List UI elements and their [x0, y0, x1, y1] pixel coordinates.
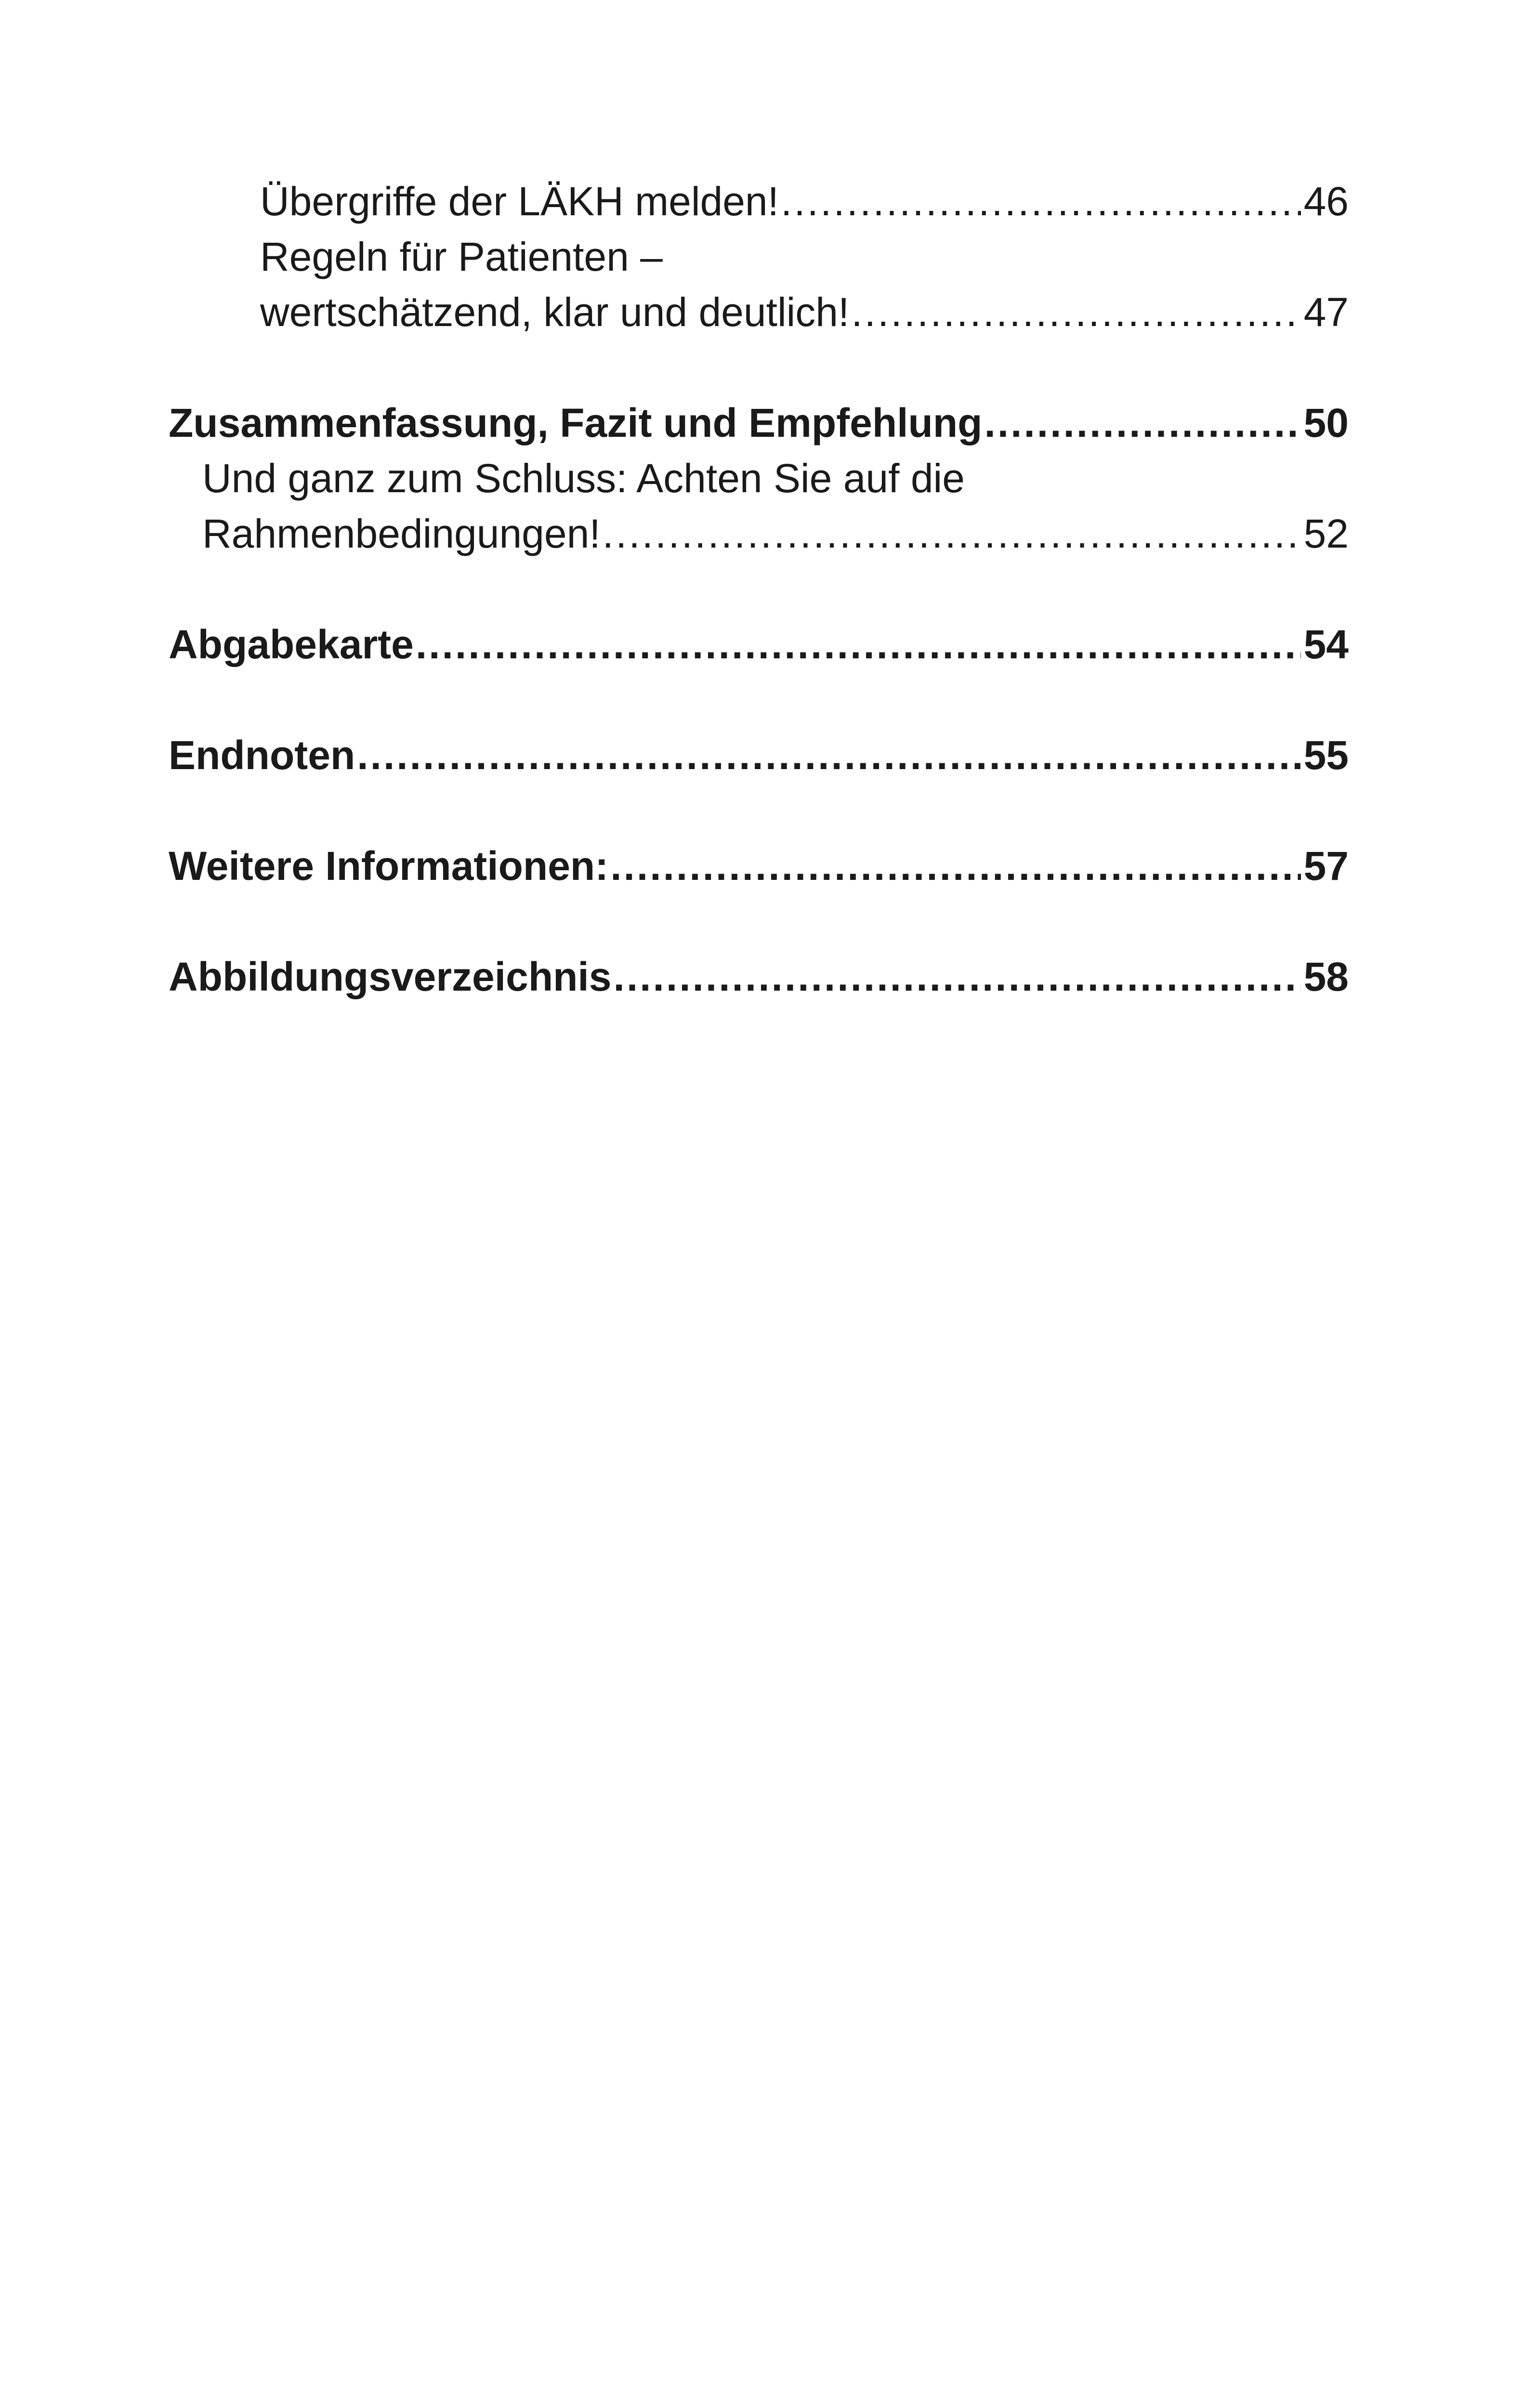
toc-page-number: 55 — [1303, 733, 1349, 778]
toc-entry-title: Zusammenfassung, Fazit und Empfehlung — [169, 400, 983, 445]
dot-leader — [357, 732, 1300, 779]
toc-page-number: 58 — [1303, 954, 1349, 999]
toc-entry-weitere-informationen[interactable] — [169, 843, 1349, 890]
dot-leader — [610, 843, 1300, 890]
toc-entry-abbildungsverzeichnis[interactable] — [169, 954, 1349, 1000]
toc-entry-uebergriffe[interactable] — [260, 178, 1349, 225]
toc-entry-title: Abbildungsverzeichnis — [169, 954, 612, 999]
dot-leader — [614, 954, 1301, 1000]
toc-page-number: 57 — [1303, 843, 1349, 889]
toc-entry-title: wertschätzend, klar und deutlich! — [260, 289, 850, 335]
dot-leader — [984, 400, 1300, 446]
toc-entry-regeln[interactable] — [260, 289, 1349, 336]
toc-page-number: 54 — [1303, 622, 1349, 667]
toc-entry-title: Übergriffe der LÄKH melden! — [260, 179, 779, 224]
toc-page-number: 47 — [1303, 289, 1349, 335]
toc-entry-zusammenfassung[interactable] — [169, 400, 1349, 446]
dot-leader — [416, 621, 1301, 668]
toc-entry-title: Abgabekarte — [169, 622, 414, 667]
dot-leader — [603, 510, 1301, 557]
dot-leader — [781, 178, 1301, 225]
toc-entry-endnoten[interactable] — [169, 732, 1349, 779]
toc-entry-rahmenbedingungen[interactable] — [202, 510, 1349, 557]
toc-entry-abgabekarte[interactable] — [169, 621, 1349, 668]
toc-entry-title: Rahmenbedingungen! — [202, 511, 601, 556]
toc-entry-title: Endnoten — [169, 733, 355, 778]
toc-entry-line1: Und ganz zum Schluss: Achten Sie auf die — [202, 456, 965, 501]
toc-page-number: 52 — [1303, 511, 1349, 556]
toc-entry-line1: Regeln für Patienten – — [260, 234, 663, 279]
toc-page-number: 50 — [1303, 400, 1349, 445]
toc-page-number: 46 — [1303, 179, 1349, 224]
toc-entry-title: Weitere Informationen: — [169, 843, 609, 889]
dot-leader — [851, 289, 1300, 336]
